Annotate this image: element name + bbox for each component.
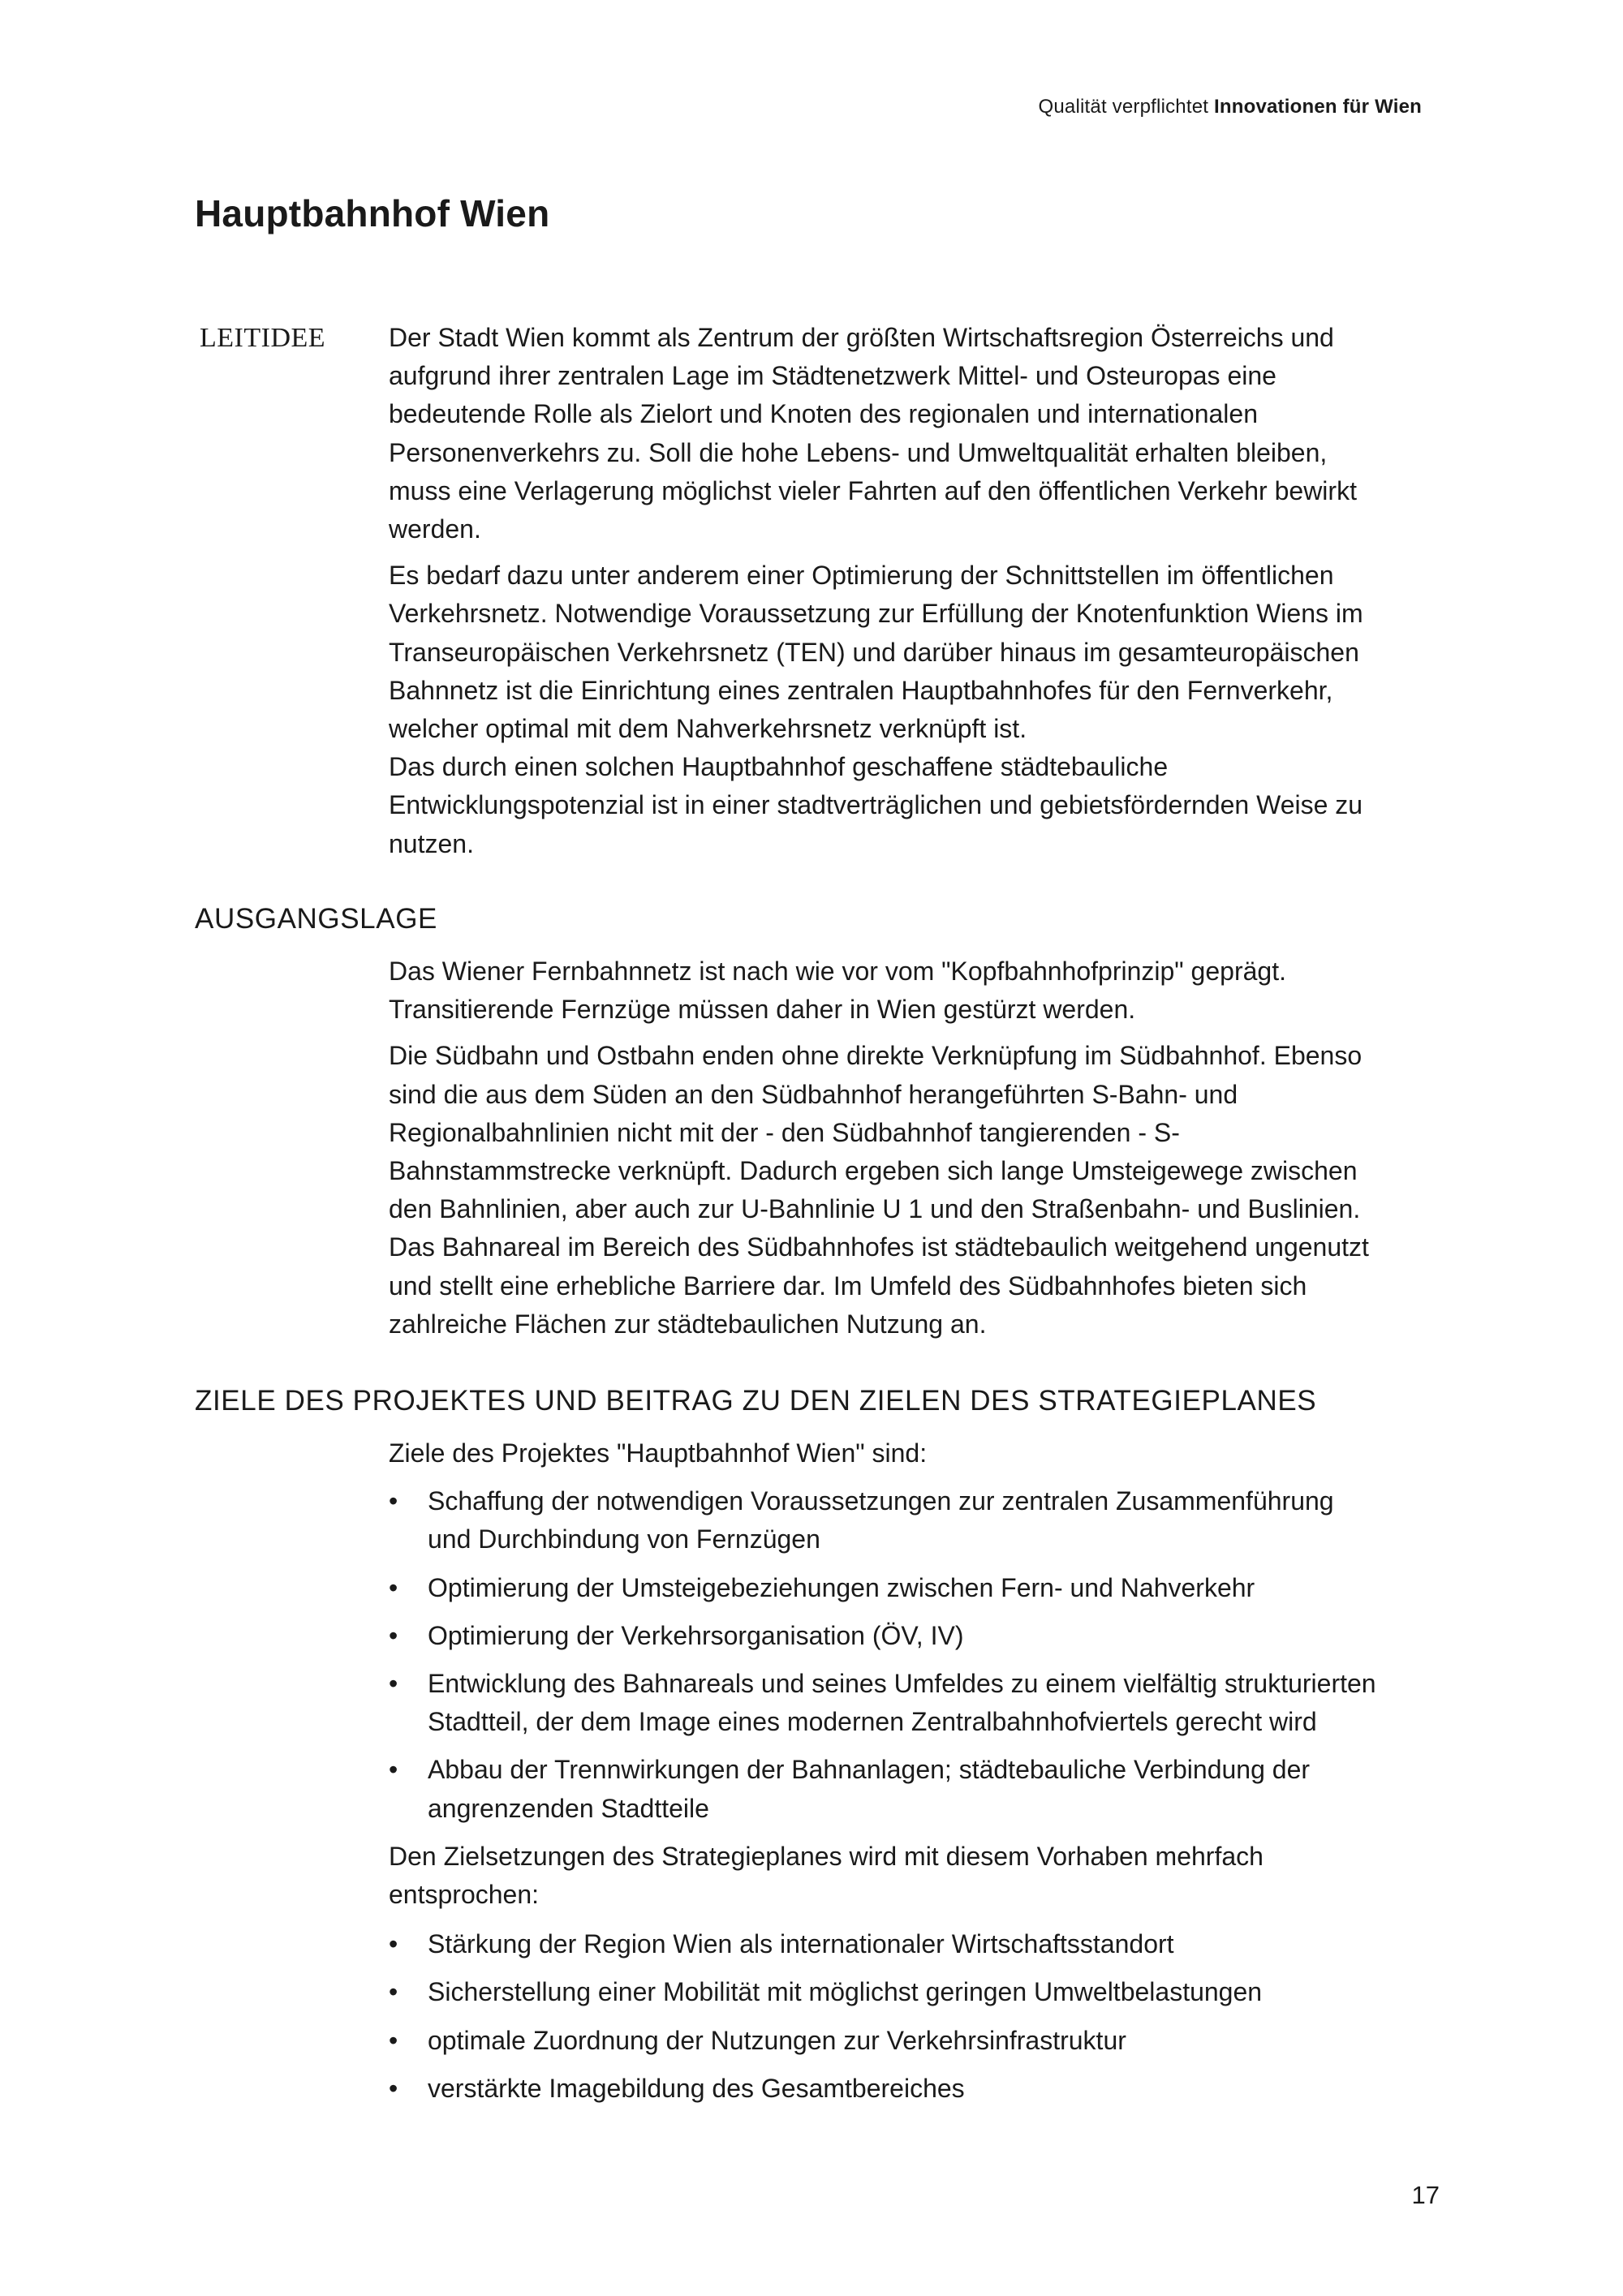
ausgangslage-paragraph-1: Das Wiener Fernbahnnetz ist nach wie vor vom "Kopfbahnhofprinzip" geprägt. Transitierende Fernzüge müssen daher in Wien gestürzt werden. (389, 957, 1286, 1025)
strategy-intro: Den Zielsetzungen des Strategieplanes wird mit diesem Vorhaben mehrfach entsprochen: (389, 1841, 1264, 1910)
bullet-icon: • (389, 2025, 398, 2055)
list-item: • optimale Zuordnung der Nutzungen zur Verkehrsinfrastruktur (389, 2022, 1444, 2060)
list-item: • Optimierung der Umsteigebeziehungen zwischen Fern- und Nahverkehr (389, 1569, 1444, 1607)
list-item: • Schaffung der notwendigen Voraussetzungen zur zentralen Zusammenführung und Durchbindung von Fernzügen (389, 1482, 1444, 1559)
list-item: • Stärkung der Region Wien als internationaler Wirtschaftsstandort (389, 1925, 1444, 1963)
bullet-icon: • (389, 1929, 398, 1959)
header-slogan: Innovationen für Wien (1214, 96, 1422, 118)
leitidee-paragraph-2: Es bedarf dazu unter anderem einer Optimierung der Schnittstellen im öffentlichen Verkehrsnetz. Notwendige Voraussetzung zur Erfüllung der Knotenfunktion Wiens im Transeuropäischen Verkehrsnetz (TEN) und darüber hinaus im gesamteuropäischen Bahnnetz ist die Einrichtung eines zentralen Hauptbahnhofes für den Fernverkehr, welcher optimal mit dem Nahverkehrsnetz verknüpft ist. Das durch einen solchen Hauptbahnhof geschaffene städtebauliche Entwicklungspotenzial ist in einer stadtverträglichen und gebietsfördernden Weise zu nutzen. (389, 561, 1363, 858)
header-tagline: Qualität verpflichtet (1038, 96, 1209, 118)
bullet-icon: • (389, 1572, 398, 1602)
ziele-intro: Ziele des Projektes "Hauptbahnhof Wien" sind: (389, 1438, 928, 1468)
list-item: • Abbau der Trennwirkungen der Bahnanlagen; städtebauliche Verbindung der angrenzenden Stadtteile (389, 1751, 1444, 1827)
leitidee-label: LEITIDEE (200, 323, 326, 353)
bullet-icon: • (389, 1977, 398, 2007)
bullet-icon: • (389, 1755, 398, 1785)
ziele-goal-list (389, 1482, 1444, 1828)
ziele-section (389, 1434, 1444, 2108)
list-item: • Optimierung der Verkehrsorganisation (ÖV, IV) (389, 1617, 1444, 1655)
list-item: • verstärkte Imagebildung des Gesamtbereiches (389, 2070, 1444, 2108)
page-number: 17 (1411, 2181, 1440, 2209)
leitidee-paragraph-1: Der Stadt Wien kommt als Zentrum der größten Wirtschaftsregion Österreichs und aufgrund ihrer zentralen Lage im Städtenetzwerk Mittel- und Osteuropas eine bedeutende Rolle als Zielort und Knoten des regionalen und internationalen Personenverkehrs zu. Soll die hohe Lebens- und Umweltqualität erhalten bleiben, muss eine Verlagerung möglichst vieler Fahrten auf den öffentlichen Verkehr bewirkt werden. (389, 323, 1357, 544)
list-item: • Entwicklung des Bahnareals und seines Umfeldes zu einem vielfältig strukturierten Stadtteil, der dem Image eines modernen Zentralbahnhofviertels gerecht wird (389, 1665, 1444, 1741)
leitidee-section (389, 319, 1444, 863)
bullet-icon: • (389, 2073, 398, 2103)
ausgangslage-section (389, 952, 1444, 1344)
ziele-heading: ZIELE DES PROJEKTES UND BEITRAG ZU DEN ZIELEN DES STRATEGIEPLANES (195, 1385, 1317, 1417)
strategy-point-list (389, 1925, 1444, 2108)
ausgangslage-heading: AUSGANGSLAGE (195, 903, 437, 935)
ausgangslage-paragraph-2: Die Südbahn und Ostbahn enden ohne direkte Verknüpfung im Südbahnhof. Ebenso sind die aus dem Süden an den Südbahnhof herangeführten S-Bahn- und Regionalbahnlinien nicht mit der - den Südbahnhof tangierenden - S- Bahnstammstrecke verknüpft. Dadurch ergeben sich lange Umsteigewege zwischen den Bahnlinien, aber auch zur U-Bahnlinie U 1 und den Straßenbahn- und Buslinien. Das Bahnareal im Bereich des Südbahnhofes ist städtebaulich weitgehend ungenutzt und stellt eine erhebliche Barriere dar. Im Umfeld des Südbahnhofes bieten sich zahlreiche Flächen zur städtebaulichen Nutzung an. (389, 1041, 1369, 1339)
bullet-icon: • (389, 1669, 398, 1699)
bullet-icon: • (389, 1620, 398, 1650)
page-title: Hauptbahnhof Wien (195, 192, 550, 234)
running-header (1039, 96, 1423, 118)
list-item: • Sicherstellung einer Mobilität mit möglichst geringen Umweltbelastungen (389, 1973, 1444, 2011)
bullet-icon: • (389, 1486, 398, 1516)
